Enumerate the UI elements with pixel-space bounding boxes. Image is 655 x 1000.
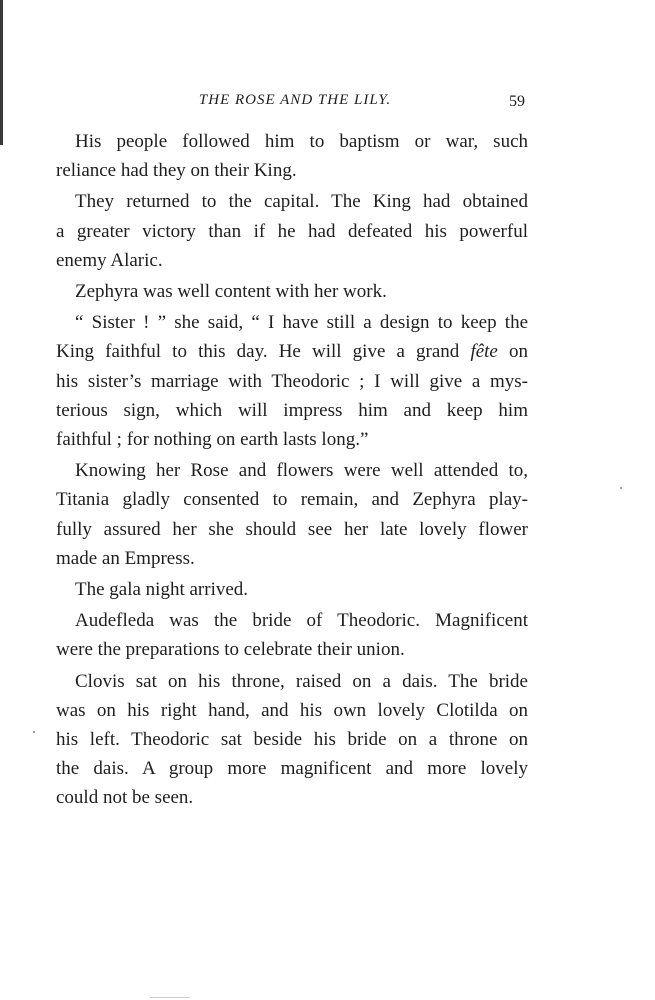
text-line: the dais. A group more magnificent and more lovely xyxy=(56,758,528,780)
text-line: They returned to the capital. The King had obtained xyxy=(75,191,528,213)
paragraph xyxy=(56,127,528,185)
text-line-with-italic xyxy=(56,337,528,366)
body-text xyxy=(56,127,528,813)
text-fragment: King faithful to this day. He will give a grand xyxy=(56,341,460,363)
paragraph xyxy=(56,575,528,604)
paper-speck xyxy=(150,997,190,998)
text-line: “ Sister ! ” she said, “ I have still a design to keep the xyxy=(75,312,528,334)
text-line: a greater victory than if he had defeated his powerful xyxy=(56,220,528,242)
paragraph xyxy=(56,456,528,573)
text-line: Knowing her Rose and flowers were well attended to, xyxy=(75,460,528,482)
text-line: Audefleda was the bride of Theodoric. Magnificent xyxy=(75,610,528,632)
text-line: made an Empress. xyxy=(56,547,195,569)
page-number: 59 xyxy=(509,93,525,110)
paragraph xyxy=(56,277,528,306)
paragraph xyxy=(56,667,528,813)
paragraph xyxy=(56,606,528,664)
text-line: faithful ; for nothing on earth lasts long.” xyxy=(56,429,369,451)
page-edge-shadow xyxy=(0,0,3,145)
text-line: Titania gladly consented to remain, and Zephyra play- xyxy=(56,489,528,511)
text-line: was on his right hand, and his own lovely Clotilda on xyxy=(56,699,528,721)
paragraph xyxy=(56,308,528,454)
text-line: his sister’s marriage with Theodoric ; I will give a mys- xyxy=(56,370,528,392)
text-line: his left. Theodoric sat beside his bride on a throne on xyxy=(56,729,528,751)
text-line: Zephyra was well content with her work. xyxy=(75,281,387,303)
text-line: enemy Alaric. xyxy=(56,249,163,271)
text-line: His people followed him to baptism or war, such xyxy=(75,131,528,152)
text-line: fully assured her she should see her late lovely flower xyxy=(56,518,528,540)
italic-word: fête xyxy=(470,341,498,363)
text-line: were the preparations to celebrate their union. xyxy=(56,639,405,661)
running-title: THE ROSE AND THE LILY. xyxy=(198,92,392,108)
text-line: reliance had they on their King. xyxy=(56,160,297,182)
text-line: could not be seen. xyxy=(56,787,194,809)
text-fragment: on xyxy=(509,341,528,363)
paper-speck xyxy=(620,487,622,489)
text-line: The gala night arrived. xyxy=(75,579,249,601)
paragraph xyxy=(56,187,528,275)
text-line: Clovis sat on his throne, raised on a dais. The bride xyxy=(75,670,528,692)
paper-speck xyxy=(33,731,35,733)
text-line: terious sign, which will impress him and keep him xyxy=(56,399,528,421)
